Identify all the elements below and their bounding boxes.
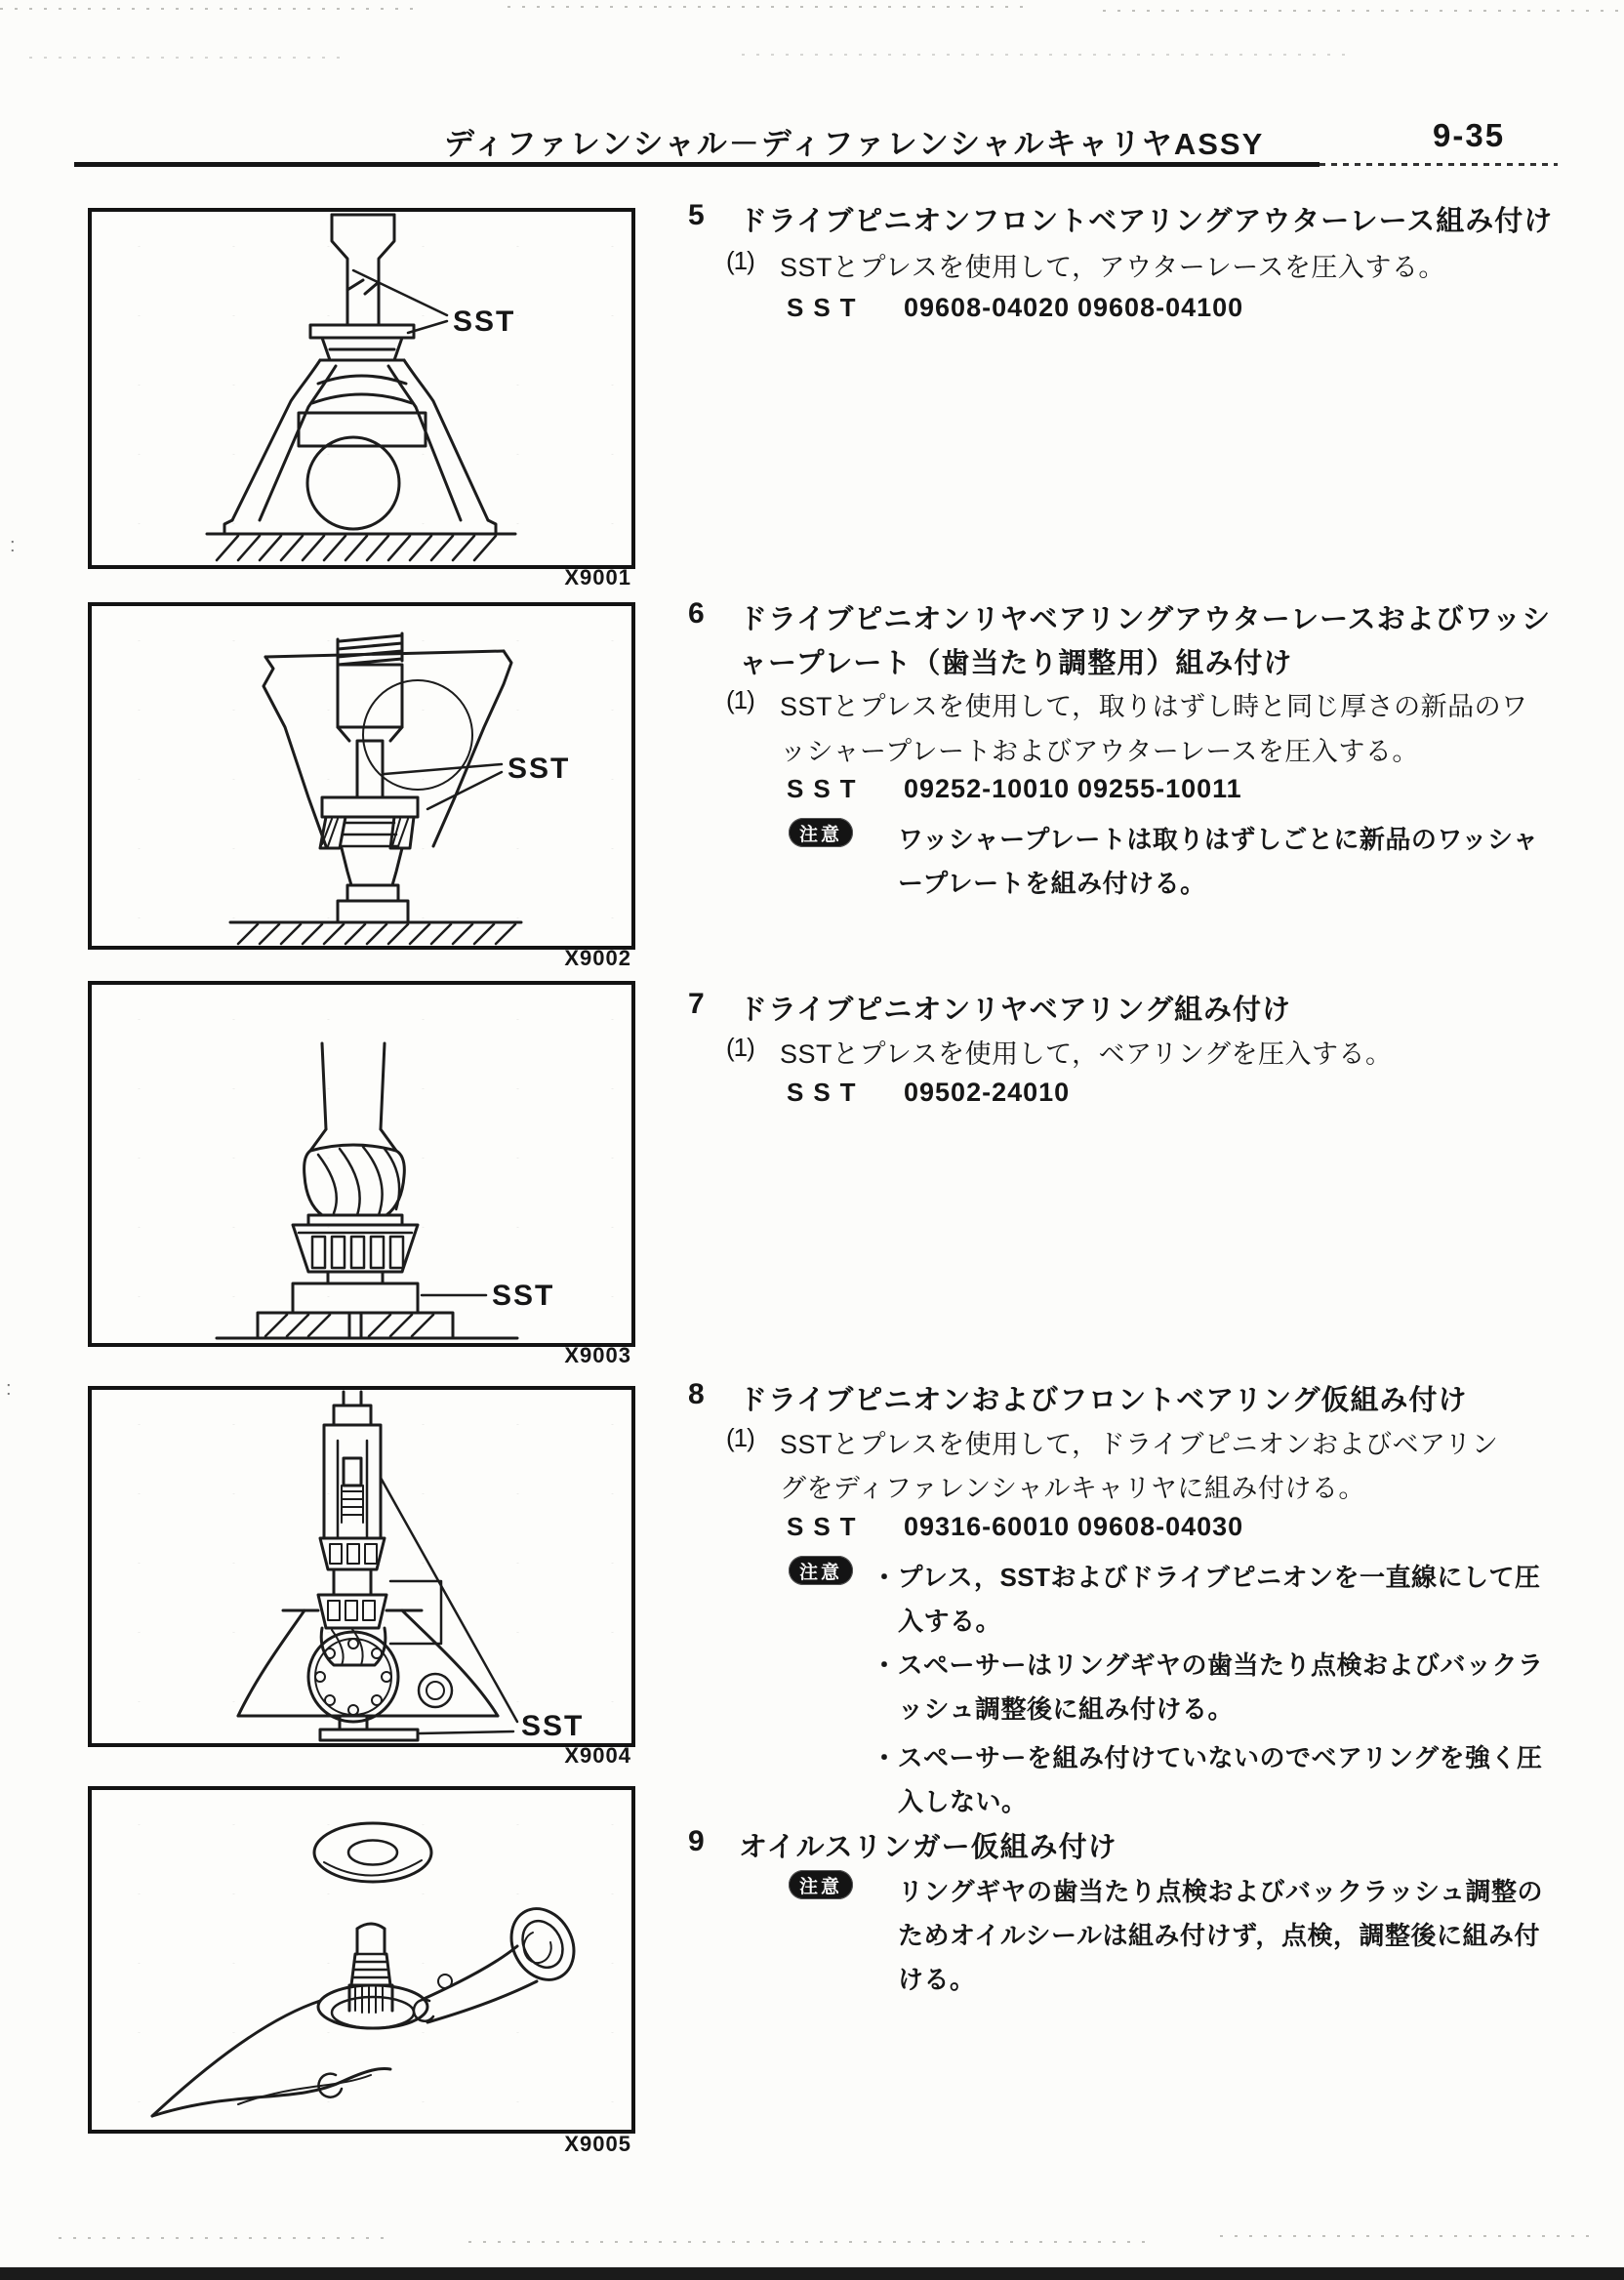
section-9-title: オイルスリンガー仮組み付け xyxy=(739,1832,1117,1863)
sst-code: 09608-04020 xyxy=(904,293,1071,322)
scan-mark: : xyxy=(10,535,16,556)
note-bullet: ・スペーサーはリングギヤの歯当たり点検およびバックラ xyxy=(872,1650,1544,1680)
scan-noise xyxy=(508,6,1035,8)
section-5-title: ドライブピニオンフロントベアリングアウターレース組み付け xyxy=(739,206,1554,237)
section-6-number: 6 xyxy=(688,597,705,630)
note-text: ープレートを組み付ける。 xyxy=(898,869,1206,898)
sst-code: 09255-10011 xyxy=(1077,774,1242,803)
step-text: SSTとプレスを使用して，ベアリングを圧入する。 xyxy=(780,1039,1393,1069)
notice-badge: 注意 xyxy=(789,1870,853,1899)
note-text: リングギヤの歯当たり点検およびバックラッシュ調整の xyxy=(898,1877,1543,1906)
sst-callout-label: SST xyxy=(492,1280,555,1312)
section-6-title-line2: ャープレート（歯当たり調整用）組み付け xyxy=(739,648,1293,679)
step-text: SSTとプレスを使用して，アウターレースを圧入する。 xyxy=(780,253,1445,282)
press-rear-race-drawing xyxy=(92,606,631,946)
sst-label: SST xyxy=(787,293,866,322)
figure-caption: X9003 xyxy=(564,1343,631,1367)
step-number: (1) xyxy=(726,246,754,275)
section-8-number: 8 xyxy=(688,1378,705,1410)
note-text: ワッシャープレートは取りはずしごとに新品のワッシャ xyxy=(898,825,1539,854)
sst-code: 09608-04100 xyxy=(1077,293,1244,322)
sst-code: 09316-60010 xyxy=(904,1512,1071,1541)
figure-box-x9004 xyxy=(88,1386,635,1747)
sst-code: 09252-10010 xyxy=(904,774,1071,803)
step-number: (1) xyxy=(726,1423,754,1452)
note-text: 入しない。 xyxy=(898,1787,1028,1816)
sst-code: 09608-04030 xyxy=(1077,1512,1244,1541)
figure-box-x9002 xyxy=(88,602,635,950)
sst-callout-label: SST xyxy=(521,1710,585,1742)
step-number: (1) xyxy=(726,1033,754,1062)
section-6-title: ドライブピニオンリヤベアリングアウターレースおよびワッシ xyxy=(739,604,1552,635)
notice-badge: 注意 xyxy=(789,818,853,847)
scan-noise xyxy=(1220,2235,1601,2237)
header-rule-end xyxy=(1320,163,1558,166)
page-number: 9-35 xyxy=(1433,117,1506,153)
scan-edge-bar xyxy=(0,2267,1624,2280)
figure-caption: X9005 xyxy=(564,2132,631,2156)
figure-box-x9003 xyxy=(88,981,635,1347)
section-7-title: ドライブピニオンリヤベアリング組み付け xyxy=(739,995,1291,1026)
sst-label: SST xyxy=(787,1078,866,1107)
scan-noise xyxy=(0,8,420,10)
press-pinion-bearing-drawing xyxy=(92,985,631,1343)
step-text-line2: グをディファレンシャルキャリヤに組み付ける。 xyxy=(780,1474,1365,1503)
step-number: (1) xyxy=(726,685,754,714)
scan-noise xyxy=(1103,10,1620,12)
scan-noise xyxy=(468,2241,1152,2243)
scan-noise xyxy=(742,54,1347,56)
step-text: SSTとプレスを使用して，ドライブピニオンおよびベアリン xyxy=(780,1430,1499,1459)
press-pinion-carrier-drawing xyxy=(92,1390,631,1743)
section-7-number: 7 xyxy=(688,988,705,1020)
sst-code: 09502-24010 xyxy=(904,1078,1071,1107)
scan-noise xyxy=(59,2237,390,2239)
notice-badge: 注意 xyxy=(789,1556,853,1585)
note-text: ためオイルシールは組み付けず，点検，調整後に組み付 xyxy=(898,1921,1540,1950)
section-8-title: ドライブピニオンおよびフロントベアリング仮組み付け xyxy=(739,1385,1468,1416)
note-text: 入する。 xyxy=(898,1607,1002,1636)
note-text: ける。 xyxy=(898,1965,976,1994)
sst-callout-label: SST xyxy=(453,305,516,338)
oil-slinger-carrier-drawing xyxy=(92,1790,631,2130)
figure-caption: X9001 xyxy=(564,565,631,590)
section-5-number: 5 xyxy=(688,199,705,231)
figure-box-x9005 xyxy=(88,1786,635,2134)
step-text: SSTとプレスを使用して，取りはずし時と同じ厚さの新品のワ xyxy=(780,692,1528,721)
figure-caption: X9004 xyxy=(564,1743,631,1768)
step-text-line2: ッシャープレートおよびアウターレースを圧入する。 xyxy=(780,737,1419,766)
sst-label: SST xyxy=(787,1512,866,1541)
sst-callout-label: SST xyxy=(508,753,571,785)
note-bullet: ・スペーサーを組み付けていないのでベアリングを強く圧 xyxy=(872,1743,1543,1772)
note-text: ッシュ調整後に組み付ける。 xyxy=(898,1694,1234,1724)
figure-box-x9001 xyxy=(88,208,635,569)
header-rule xyxy=(74,162,1320,167)
figure-caption: X9002 xyxy=(564,946,631,970)
press-outer-race-drawing xyxy=(92,212,631,565)
scan-mark: : xyxy=(6,1378,12,1400)
section-9-number: 9 xyxy=(688,1825,705,1857)
page-title: ディファレンシャル－ディファレンシャルキャリヤASSY xyxy=(444,127,1265,161)
sst-label: SST xyxy=(787,774,866,803)
scan-noise xyxy=(29,57,342,59)
note-bullet: ・プレス，SSTおよびドライブピニオンを一直線にして圧 xyxy=(872,1563,1541,1592)
